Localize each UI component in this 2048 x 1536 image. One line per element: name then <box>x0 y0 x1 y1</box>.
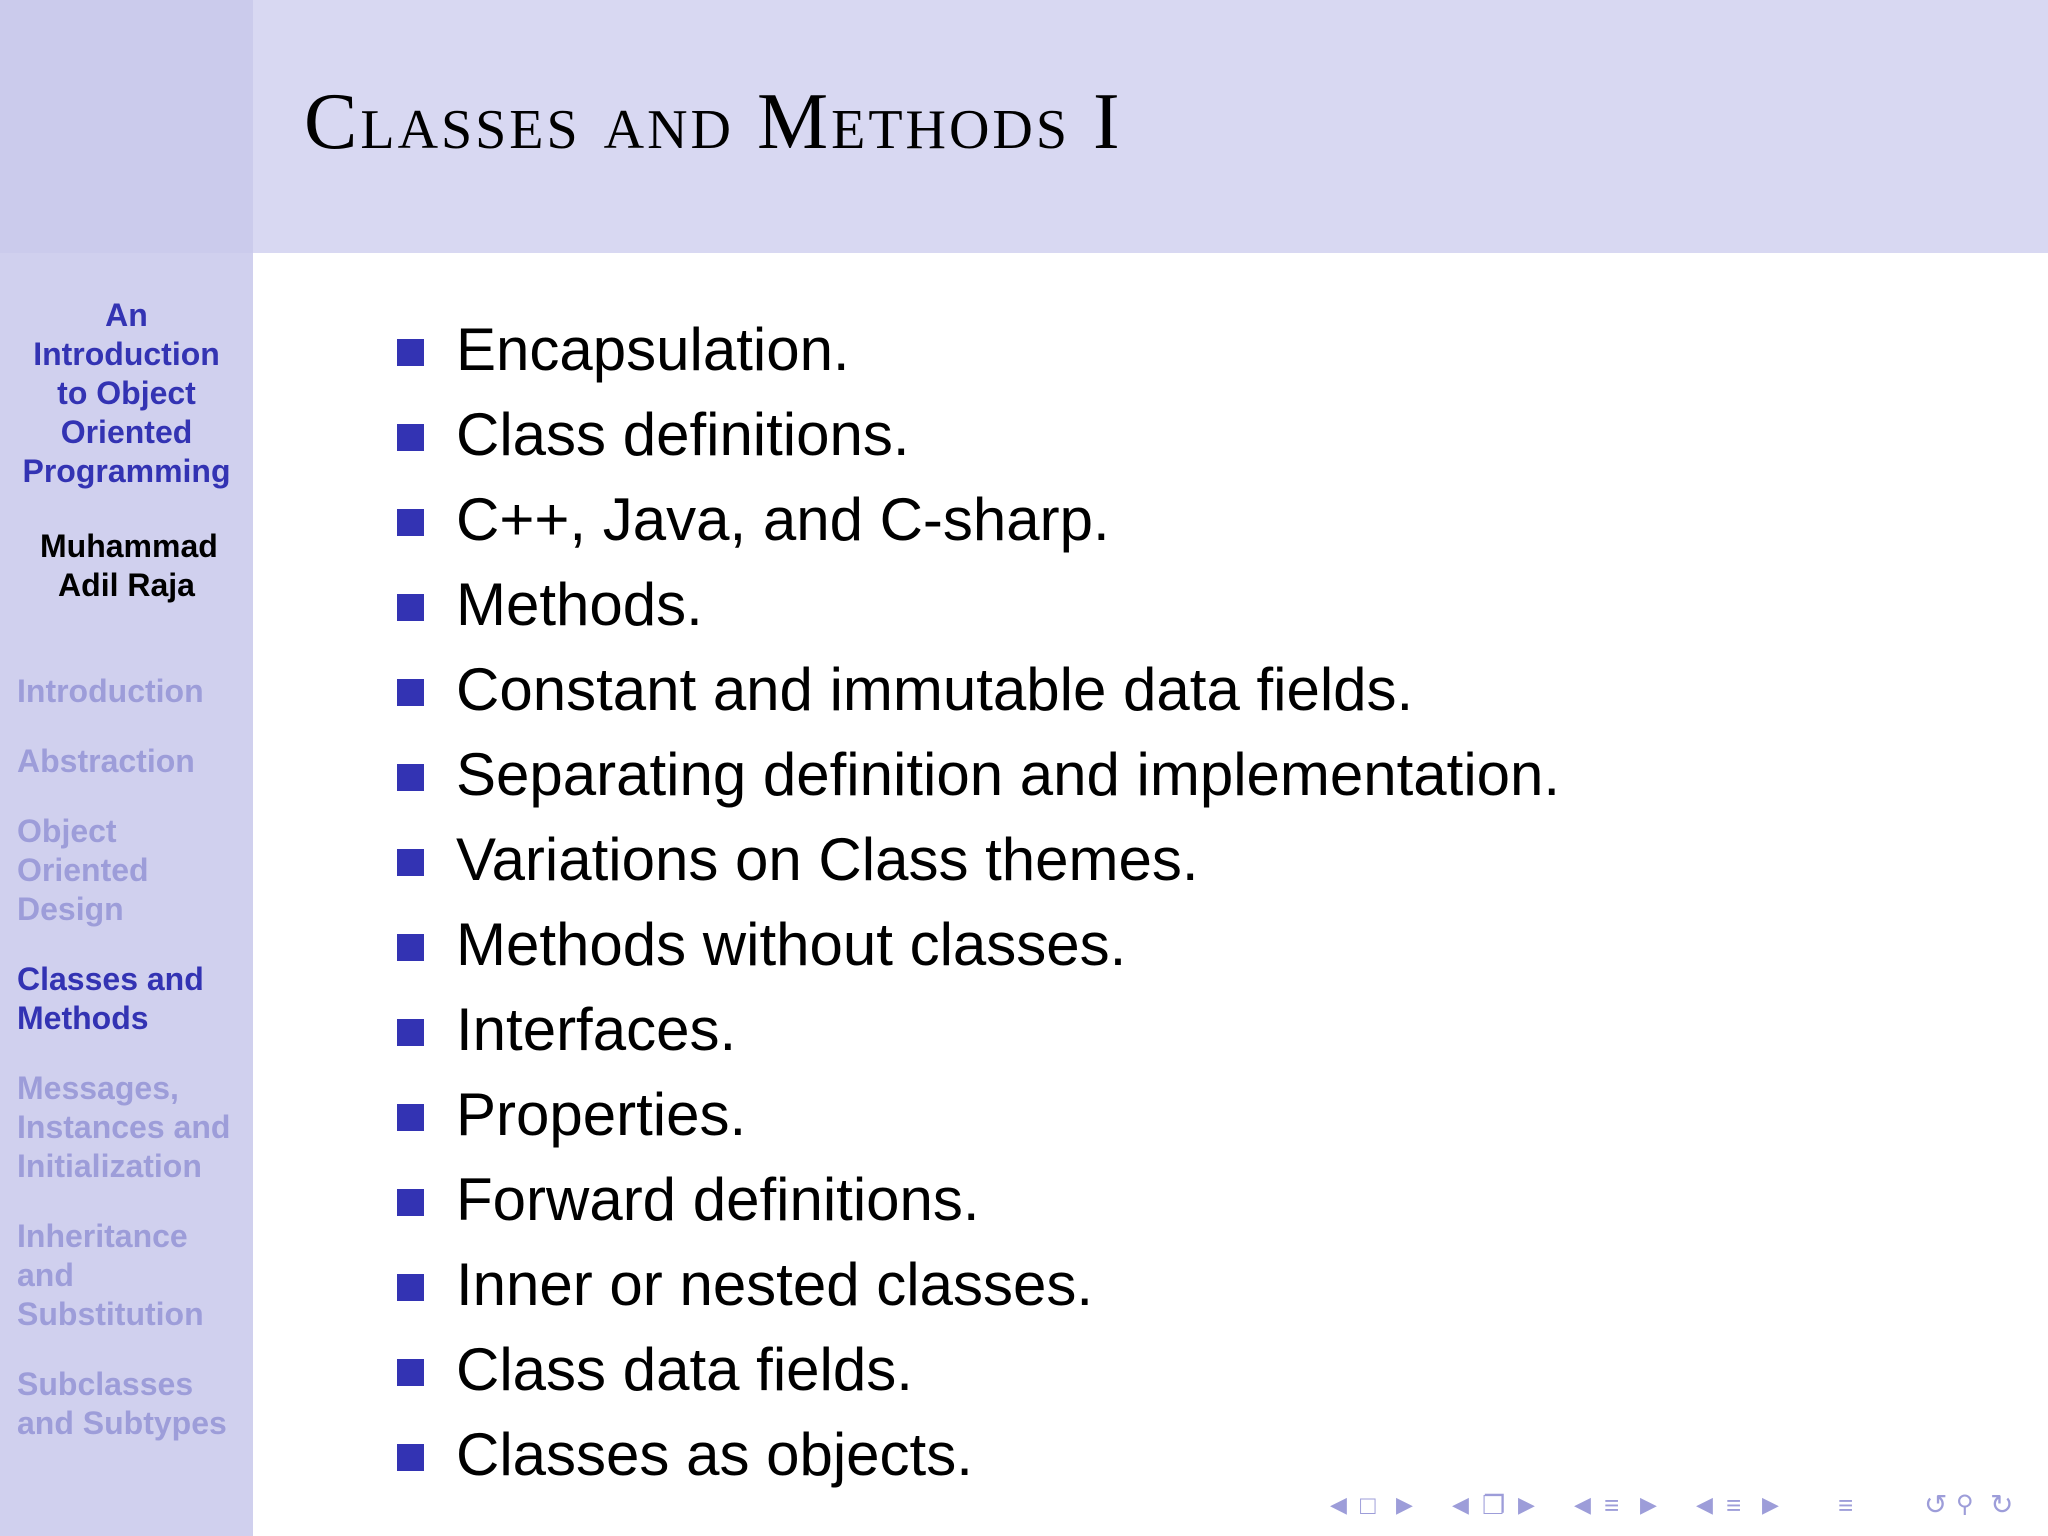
bullet-item <box>397 562 1560 647</box>
section-icon[interactable]: ≡ <box>1604 1490 1620 1520</box>
prev-arrow-icon[interactable]: ◀ <box>1452 1492 1469 1517</box>
next-arrow-icon[interactable]: ▶ <box>1396 1492 1413 1517</box>
bullet-item <box>397 1242 1560 1327</box>
bullet-text: Class definitions. <box>456 401 910 468</box>
frame-icon[interactable]: □ <box>1360 1490 1376 1520</box>
search-icon[interactable]: ⚲ <box>1956 1491 1974 1518</box>
bullet-item <box>397 307 1560 392</box>
bullet-item <box>397 817 1560 902</box>
bullet-item <box>397 1412 1560 1497</box>
bullet-text: C++, Java, and C-sharp. <box>456 486 1110 553</box>
frame-title: Classes and Methods I <box>304 78 1123 166</box>
next-arrow-icon[interactable]: ▶ <box>1640 1492 1657 1517</box>
bullet-square-icon <box>397 764 424 791</box>
bullet-item <box>397 902 1560 987</box>
bullet-item <box>397 987 1560 1072</box>
bullet-text: Methods without classes. <box>456 911 1127 978</box>
sidebar-header-block <box>0 0 253 253</box>
bullet-square-icon <box>397 424 424 451</box>
bullet-square-icon <box>397 1359 424 1386</box>
bullet-square-icon <box>397 1019 424 1046</box>
appendix-icon[interactable]: ≡ <box>1838 1490 1854 1520</box>
bullet-item <box>397 1327 1560 1412</box>
bullet-text: Constant and immutable data fields. <box>456 656 1414 723</box>
sidebar-section-item[interactable]: Inheritance and Substitution <box>17 1218 204 1332</box>
bullet-square-icon <box>397 509 424 536</box>
bullet-text: Methods. <box>456 571 703 638</box>
bullet-square-icon <box>397 594 424 621</box>
bullet-square-icon <box>397 849 424 876</box>
section-navigation <box>17 672 249 1474</box>
prev-arrow-icon[interactable]: ◀ <box>1696 1492 1713 1517</box>
bullet-square-icon <box>397 1274 424 1301</box>
bullet-square-icon <box>397 1104 424 1131</box>
sidebar-section-item[interactable]: Introduction <box>17 673 204 709</box>
bullet-text: Properties. <box>456 1081 747 1148</box>
bullet-item <box>397 1157 1560 1242</box>
back-icon[interactable]: ↺ <box>1924 1489 1948 1520</box>
bullet-text: Class data fields. <box>456 1336 913 1403</box>
forward-icon[interactable]: ↻ <box>1990 1489 2014 1520</box>
bullet-text: Variations on Class themes. <box>456 826 1199 893</box>
bullet-item <box>397 477 1560 562</box>
bullet-list <box>397 307 1560 1497</box>
sidebar-section-item[interactable]: Abstraction <box>17 743 195 779</box>
navigation-bar <box>1330 1490 2030 1520</box>
prev-arrow-icon[interactable]: ◀ <box>1574 1492 1591 1517</box>
bullet-item <box>397 1072 1560 1157</box>
subsection-icon[interactable]: ❐ <box>1482 1490 1506 1520</box>
bullet-item <box>397 647 1560 732</box>
sidebar-section-item[interactable]: Subclasses and Subtypes <box>17 1366 227 1441</box>
course-title[interactable]: An Introduction to Object Oriented Programming <box>22 297 231 489</box>
bullet-square-icon <box>397 339 424 366</box>
bullet-text: Classes as objects. <box>456 1421 973 1488</box>
bullet-item <box>397 732 1560 817</box>
bullet-text: Encapsulation. <box>456 316 850 383</box>
sidebar <box>0 0 253 1536</box>
bullet-text: Interfaces. <box>456 996 737 1063</box>
outline-icon[interactable]: ≡ <box>1726 1490 1742 1520</box>
bullet-square-icon <box>397 1189 424 1216</box>
author-name: Muhammad Adil Raja <box>40 528 218 603</box>
prev-arrow-icon[interactable]: ◀ <box>1330 1492 1347 1517</box>
bullet-square-icon <box>397 934 424 961</box>
next-arrow-icon[interactable]: ▶ <box>1518 1492 1535 1517</box>
sidebar-section-item[interactable]: Messages, Instances and Initialization <box>17 1070 231 1184</box>
bullet-square-icon <box>397 1444 424 1471</box>
bullet-text: Separating definition and implementation. <box>456 741 1561 808</box>
sidebar-section-item[interactable]: Object Oriented Design <box>17 813 149 927</box>
bullet-square-icon <box>397 679 424 706</box>
bullet-text: Forward definitions. <box>456 1166 980 1233</box>
sidebar-section-item[interactable]: Classes and Methods <box>17 961 204 1036</box>
bullet-item <box>397 392 1560 477</box>
next-arrow-icon[interactable]: ▶ <box>1762 1492 1779 1517</box>
bullet-text: Inner or nested classes. <box>456 1251 1094 1318</box>
